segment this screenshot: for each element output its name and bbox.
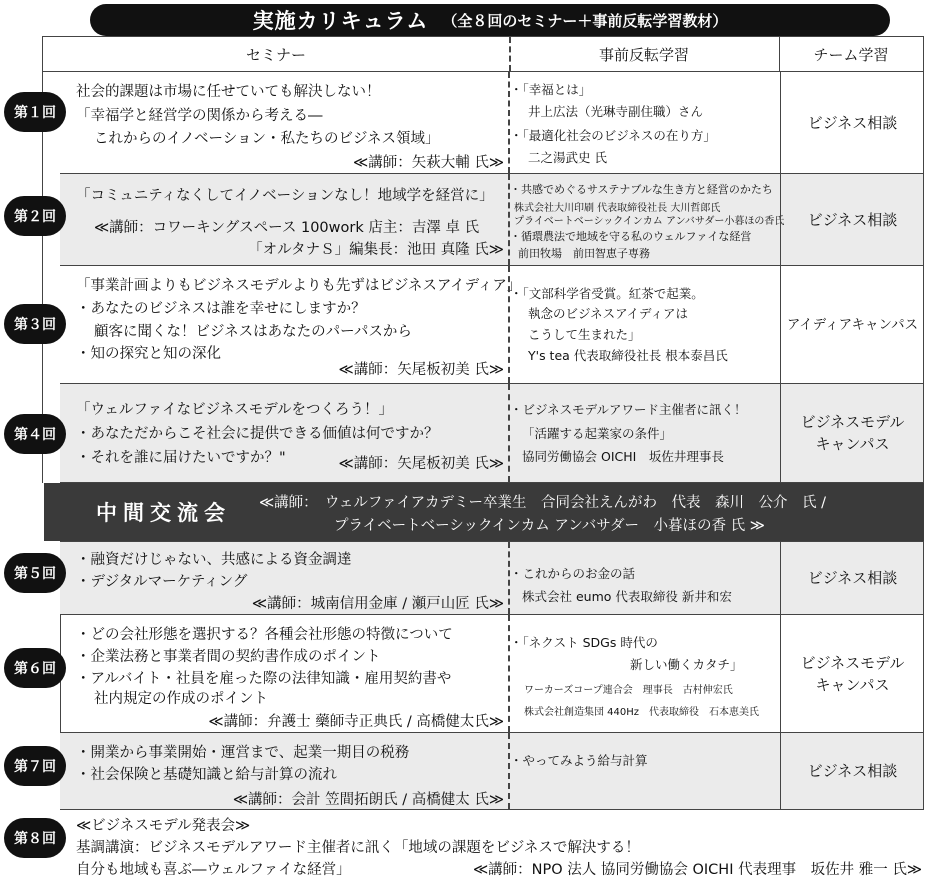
session-badge-5: 第５回	[4, 553, 66, 593]
table-header	[42, 36, 924, 72]
seminar-cell	[70, 542, 506, 614]
seminar-line: ・あなたのビジネスは誰を幸せにしますか？	[76, 301, 366, 317]
seminar-line: ≪ビジネスモデル発表会≫	[76, 818, 251, 834]
session-row-6	[60, 615, 924, 733]
flipped-line: 株式会社大川印刷 代表取締役社長 大川哲郎氏	[514, 203, 721, 214]
seminar-cell	[70, 733, 506, 809]
team-label: ビジネス相談	[807, 113, 898, 132]
flipped-line: ・「最適化社会のビジネスの在り方」	[510, 128, 716, 143]
session-badge-4: 第４回	[4, 414, 66, 454]
seminar-line: 社内規定の作成のポイント	[94, 691, 268, 707]
flipped-cell	[508, 72, 780, 173]
flipped-line: ・「ネクスト SDGs 時代の	[510, 635, 658, 650]
session-row-1	[60, 72, 924, 174]
seminar-line: 「コミュニティなくしてイノベーションなし！地域学を経営に」	[76, 188, 494, 204]
team-label: ビジネスモデル	[800, 413, 905, 431]
flipped-line: ・共感でめぐるサステナブルな生き方と経営のかたち	[510, 183, 773, 196]
flipped-cell	[508, 615, 780, 732]
session-row-4	[60, 384, 924, 483]
seminar-line: ・アルバイト・社員を雇った際の法律知識・雇用契約書や	[76, 671, 452, 687]
seminar-line: ・企業法務と事業者間の契約書作成のポイント	[76, 649, 381, 665]
page-subtitle: （全８回のセミナー＋事前反転学習教材）	[442, 11, 728, 30]
header-flipped-learning: 事前反転学習	[598, 45, 689, 64]
flipped-line: ・「文部科学省受賞。紅茶で起業。	[510, 286, 704, 301]
flipped-line: 株式会社 eumo 代表取締役 新井和宏	[522, 589, 732, 604]
team-cell	[780, 542, 924, 614]
midterm-exchange-band	[44, 483, 924, 541]
flipped-line: ワーカーズコープ連合会 理事長 古村伸宏氏	[524, 685, 733, 696]
team-label: キャンパス	[815, 435, 890, 453]
flipped-line: ・「幸福とは」	[510, 82, 592, 97]
session-badge-3: 第３回	[4, 304, 66, 344]
seminar-line: これからのイノベーション・私たちのビジネス領域」	[94, 131, 440, 147]
seminar-line: 社会的課題は市場に任せていても解決しない！	[76, 84, 381, 100]
team-cell	[780, 72, 924, 173]
column-divider	[509, 37, 511, 71]
seminar-cell	[70, 266, 522, 383]
lecturer-line: ≪講師：コワーキングスペース 100work 店主：吉澤 卓 氏	[94, 220, 480, 236]
lecturer-line: ≪講師：会計 笠間拓朗氏 / 高橋健太 氏≫	[232, 792, 504, 808]
team-label: ビジネスモデル	[800, 653, 905, 672]
flipped-line: こうして生まれた」	[528, 327, 641, 342]
midterm-lecturer-line: ≪講師： ウェルファイアカデミー卒業生 合同会社えんがわ 代表 森川 公介 氏 /	[259, 495, 826, 511]
team-label: ビジネス相談	[807, 569, 898, 587]
seminar-line: 顧客に聞くな！ビジネスはあなたのパーパスから	[94, 324, 412, 340]
flipped-cell	[508, 733, 780, 809]
header-seminar: セミナー	[245, 45, 306, 64]
seminar-line: ・どの会社形態を選択する？各種会社形態の特徴について	[76, 627, 453, 643]
seminar-line: 自分も地域も喜ぶ―ウェルファイな経営」	[76, 862, 351, 878]
flipped-line: ・やってみよう給与計算	[510, 753, 648, 768]
lecturer-line: ≪講師：城南信用金庫 / 瀬戸山匠 氏≫	[251, 596, 504, 612]
session-badge-8: 第８回	[4, 818, 66, 858]
session-row-5	[60, 541, 924, 615]
seminar-line: 「幸福学と経営学の関係から考える―	[76, 108, 323, 124]
flipped-line: 新しい働くカタチ」	[630, 657, 743, 672]
curriculum-title-bar	[90, 4, 890, 36]
flipped-line: Y's tea 代表取締役社長 根本泰昌氏	[528, 348, 728, 363]
seminar-cell	[70, 72, 506, 173]
team-cell	[780, 384, 924, 482]
flipped-cell	[508, 266, 780, 383]
seminar-line: ・あなただからこそ社会に提供できる価値は何ですか？	[76, 426, 439, 442]
lecturer-line: ≪講師：矢尾板初美 氏≫	[338, 362, 504, 378]
flipped-line: 協同労働協会 OICHI 坂佐井理事長	[522, 449, 724, 464]
session-row-7	[60, 733, 924, 810]
midterm-title: 中間交流会	[96, 501, 231, 525]
session-row-8	[60, 810, 924, 880]
seminar-line: ・融資だけじゃない、共感による資金調達	[76, 552, 352, 568]
flipped-line: ・これからのお金の話	[510, 566, 636, 581]
session-row-2	[60, 174, 924, 266]
session-badge-2: 第２回	[4, 196, 66, 236]
seminar-line: ・社会保険と基礎知識と給与計算の流れ	[76, 767, 337, 783]
flipped-line: ・ビジネスモデルアワード主催者に訊く！	[510, 402, 747, 417]
seminar-line: 基調講演：ビジネスモデルアワード主催者に訊く「地域の課題をビジネスで解決する！	[76, 840, 640, 856]
seminar-cell	[70, 174, 506, 265]
seminar-line: ・知の探究と知の深化	[76, 346, 221, 362]
seminar-line: ・デジタルマーケティング	[76, 574, 248, 590]
flipped-cell	[508, 384, 780, 482]
midterm-lecturer-line: プライベートベーシックインカム アンバサダー 小暮ほの香 氏 ≫	[334, 518, 765, 534]
flipped-line: 「活躍する起業家の条件」	[522, 426, 673, 441]
session-badge-7: 第７回	[4, 746, 66, 786]
lecturer-line: ≪講師：弁護士 藥師寺正典氏 / 高橋健太氏≫	[208, 714, 504, 730]
lecturer-line: ≪講師：矢尾板初美 氏≫	[338, 456, 504, 472]
header-team-learning: チーム学習	[813, 45, 889, 64]
session-badge-6: 第６回	[4, 648, 66, 688]
seminar-line: 「事業計画よりもビジネスモデルよりも先ずはビジネスアイディア」	[76, 278, 522, 294]
seminar-cell	[70, 615, 506, 732]
column-divider	[779, 37, 780, 71]
flipped-line: プライベートベーシックインカム アンバサダー小暮ほの香氏	[514, 216, 785, 227]
team-label: キャンパス	[815, 675, 890, 694]
page-title: 実施カリキュラム	[252, 9, 429, 33]
seminar-line: ・それを誰に届けたいですか？"	[76, 450, 286, 466]
team-cell	[780, 174, 924, 265]
seminar-cell	[70, 384, 506, 482]
team-label: ビジネス相談	[807, 762, 898, 780]
flipped-line: 株式会社創造集団 440Hz 代表取締役 石本恵美氏	[524, 707, 760, 718]
team-cell	[780, 615, 924, 732]
team-cell	[780, 266, 924, 383]
team-label: アイディアキャンパス	[786, 316, 919, 333]
flipped-cell	[508, 174, 785, 265]
team-label: ビジネス相談	[807, 210, 898, 229]
team-cell	[780, 733, 924, 809]
flipped-line: 前田牧場 前田智恵子専務	[518, 247, 650, 260]
session-badge-1: 第１回	[4, 92, 66, 132]
flipped-cell	[508, 542, 780, 614]
flipped-line: 二之湯武史 氏	[528, 150, 607, 165]
lecturer-line: ≪講師：NPO 法人 協同労働協会 OICHI 代表理事 坂佐井 雅一 氏≫	[472, 862, 922, 878]
seminar-line: ・開業から事業開始・運営まで、起業一期目の税務	[76, 745, 410, 761]
flipped-line: 執念のビジネスアイディアは	[528, 306, 689, 321]
flipped-line: ・循環農法で地域を守る私のウェルファイな経営	[510, 230, 752, 243]
lecturer-line: ≪講師：矢萩大輔 氏≫	[353, 155, 504, 171]
flipped-line: 井上広法（光琳寺副住職）さん	[528, 104, 704, 119]
seminar-line: 「ウェルファイなビジネスモデルをつくろう！」	[76, 402, 393, 418]
lecturer-line: 「オルタナＳ」編集長：池田 真隆 氏≫	[248, 242, 504, 258]
session-row-3	[60, 266, 924, 384]
